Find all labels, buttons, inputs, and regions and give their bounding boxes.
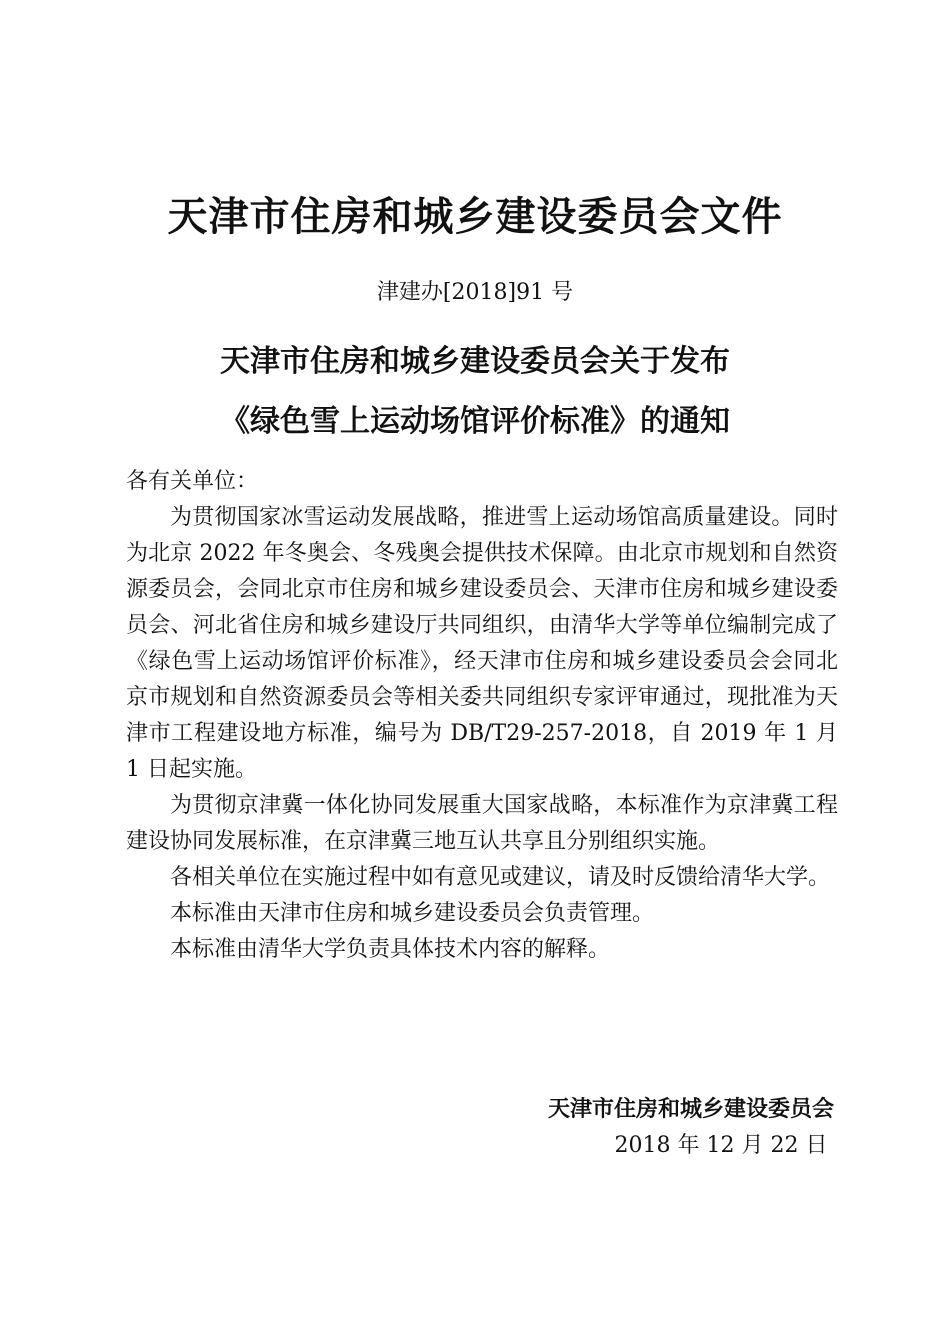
signature-organization: 天津市住房和城乡建设委员会 [547,1097,834,1122]
body-paragraph: 本标准由清华大学负责具体技术内容的解释。 [170,937,611,962]
document-number: 津建办[2018]91 号 [376,280,574,305]
notice-body [126,464,838,968]
signature-date: 2018 年 12 月 22 日 [614,1133,828,1158]
salutation: 各有关单位： [126,469,259,494]
body-paragraph: 为贯彻京津冀一体化协同发展重大国家战略，本标准作为京津冀工程建设协同发展标准，在京津冀三地互认共享且分别组织实施。 [126,793,838,854]
body-paragraph: 为贯彻国家冰雪运动发展战略，推进雪上运动场馆高质量建设。同时为北京 2022 年冬奥会、冬残奥会提供技术保障。由北京市规划和自然资源委员会，会同北京市住房和城乡建设委员会、天津市住房和城乡建设委员会、河北省住房和城乡建设厅共同组织，由清华大学等单位编制完成了《绿色雪上运动场馆评价标准》，经天津市住房和城乡建设委员会会同北京市规划和自然资源委员会等相关委共同组织专家评审通过，现批准为天津市工程建设地方标准，编号为 DB/T29-257-2018，自 2019 年 1 月 1 日起实施。 [126,505,838,782]
notice-title-line-2: 《绿色雪上运动场馆评价标准》的通知 [220,404,730,439]
notice-title [0,332,950,452]
notice-title-line-1: 天津市住房和城乡建设委员会关于发布 [220,344,730,379]
body-paragraph: 本标准由天津市住房和城乡建设委员会负责管理。 [170,901,655,926]
signature-block [548,1092,834,1164]
body-paragraph: 各相关单位在实施过程中如有意见或建议，请及时反馈给清华大学。 [170,865,831,890]
document-header-title: 天津市住房和城乡建设委员会文件 [167,194,783,240]
